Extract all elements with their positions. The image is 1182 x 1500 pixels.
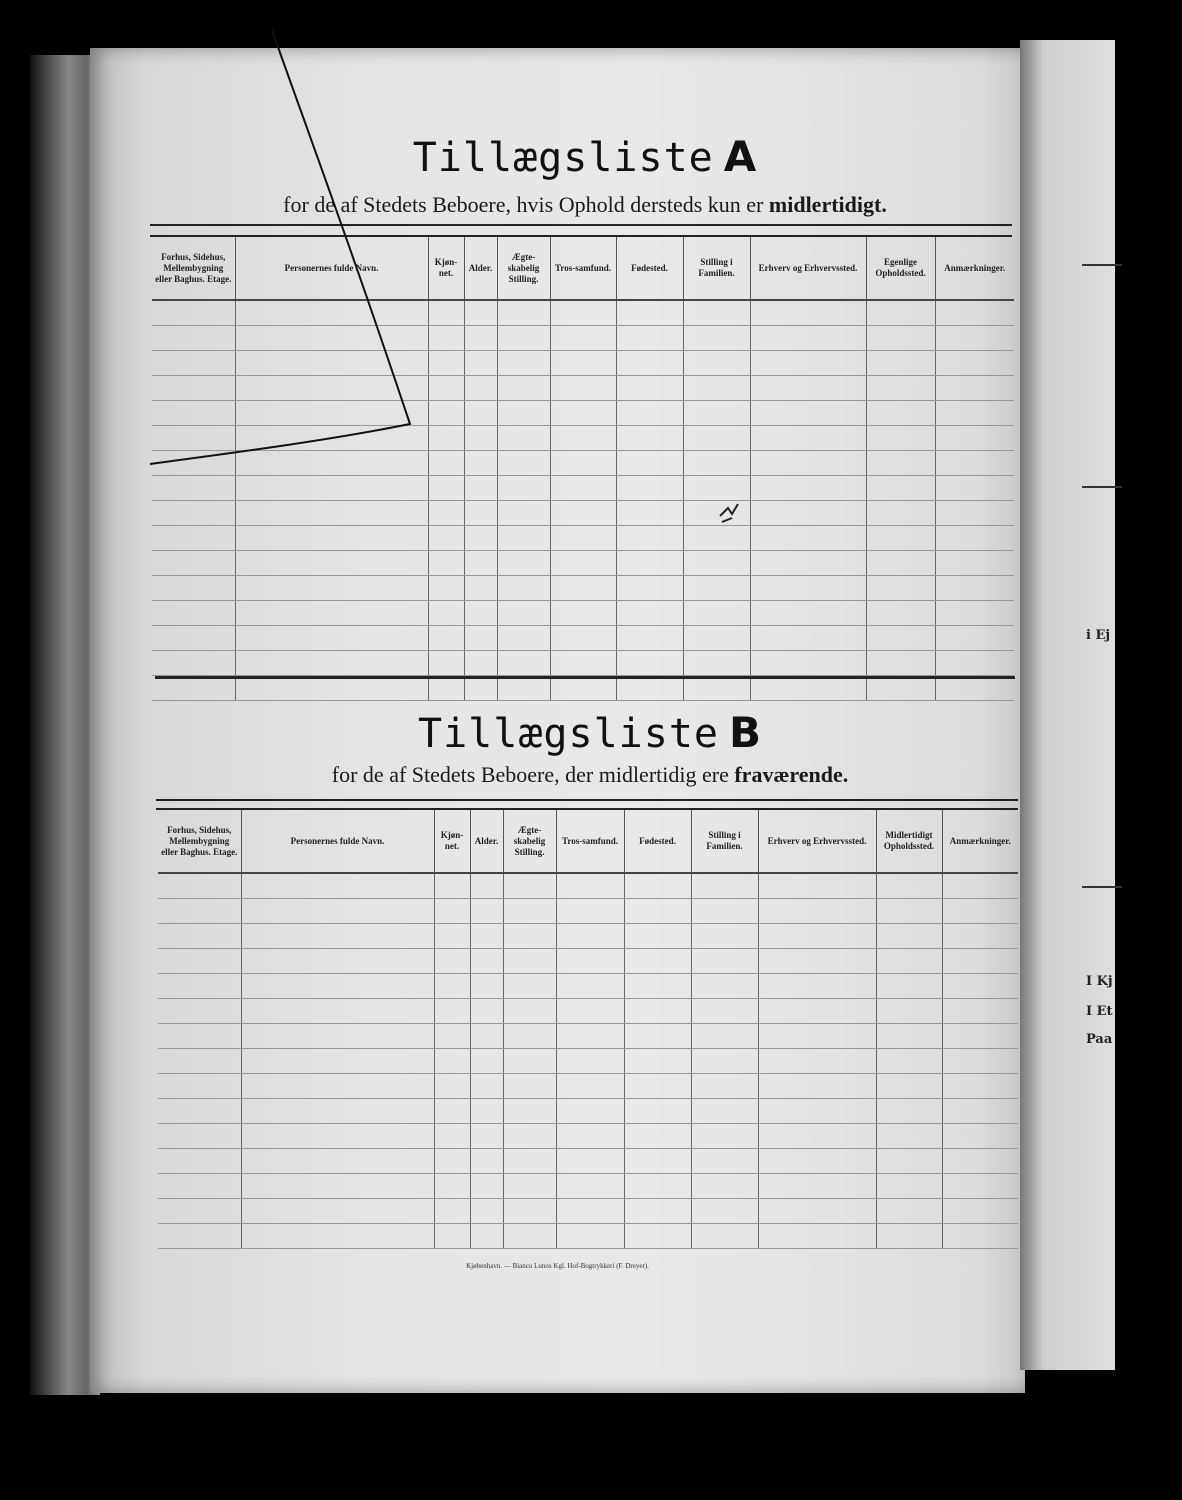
list-a-column-header: Kjøn-net. <box>428 237 464 300</box>
list-a-title-word: Tillægsliste <box>412 135 714 181</box>
list-a-column-header: Stilling i Familien. <box>683 237 750 300</box>
list-a-column-header: Fødested. <box>616 237 683 300</box>
list-a-column-header: Ægte-skabelig Stilling. <box>497 237 550 300</box>
facing-page-fragment: I Et <box>1086 1004 1113 1019</box>
list-a-subtitle-text: for de af Stedets Beboere, hvis Ophold dersteds kun er <box>283 192 764 217</box>
list-b-subtitle-emphasis: fraværende. <box>734 762 849 787</box>
list-a-column-header: Alder. <box>464 237 497 300</box>
list-a-column-header: Anmærkninger. <box>935 237 1014 300</box>
list-a-column-header: Egenlige Opholdssted. <box>866 237 935 300</box>
printer-imprint: Kjøbenhavn. — Bianco Lunos Kgl. Hof-Bogtrykkeri (F. Dreyer). <box>466 1262 649 1270</box>
list-b-column-header: Personernes fulde Navn. <box>241 810 434 873</box>
list-b-column-header: Anmærkninger. <box>942 810 1018 873</box>
list-b-column-header: Erhverv og Erhvervssted. <box>758 810 876 873</box>
list-b-title-word: Tillægsliste <box>418 711 719 757</box>
list-b-column-header: Kjøn-net. <box>434 810 470 873</box>
list-a-title-letter: A <box>723 132 758 181</box>
facing-page-fragment: i Ej <box>1086 628 1111 643</box>
list-b-column-header: Stilling i Familien. <box>691 810 758 873</box>
list-b-column-header: Fødested. <box>624 810 691 873</box>
list-b-column-header: Tros-samfund. <box>556 810 624 873</box>
facing-page-fragment: I Kj <box>1086 974 1113 989</box>
list-a-column-header: Forhus, Sidehus, Mellembygning eller Baghus. Etage. <box>152 237 235 300</box>
list-a-column-header: Erhverv og Erhvervssted. <box>750 237 866 300</box>
list-b-column-header: Ægte-skabelig Stilling. <box>503 810 556 873</box>
facing-page-fragment: Paa <box>1086 1032 1113 1047</box>
list-b-column-header: Forhus, Sidehus, Mellembygning eller Baghus. Etage. <box>158 810 241 873</box>
list-b-column-header: Midlertidigt Opholdssted. <box>876 810 942 873</box>
list-a-subtitle-emphasis: midlertidigt. <box>768 192 887 217</box>
list-a-column-header: Tros-samfund. <box>550 237 616 300</box>
list-b-subtitle-text: for de af Stedets Beboere, der midlertidig ere <box>331 762 729 787</box>
list-b-title-letter: B <box>728 708 762 757</box>
list-b-column-header: Alder. <box>470 810 503 873</box>
list-a-column-header: Personernes fulde Navn. <box>235 237 428 300</box>
